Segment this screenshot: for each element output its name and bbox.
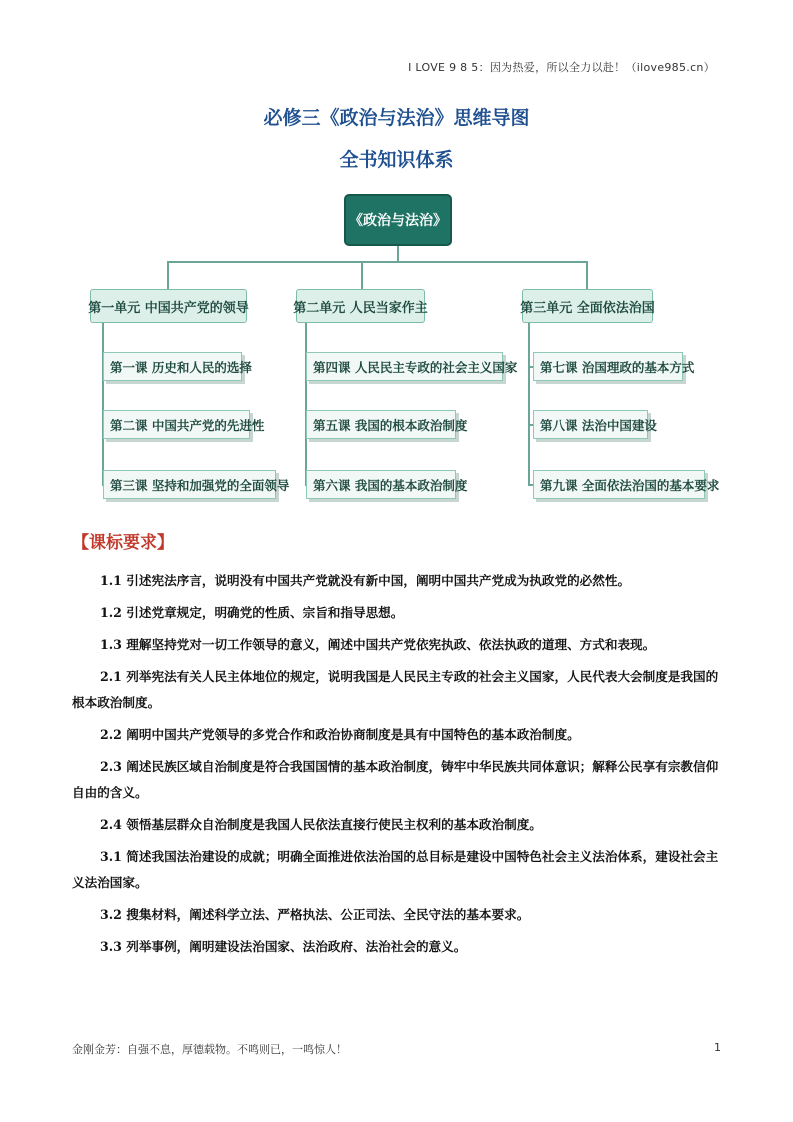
requirement-item: 2.3 阐述民族区域自治制度是符合我国国情的基本政治制度，铸牢中华民族共同体意识；解释公民享有宗教信仰自由的含义。 <box>72 759 719 800</box>
unit-1: 第一单元 中国共产党的领导 <box>90 289 247 323</box>
unit-2: 第二单元 人民当家作主 <box>296 289 425 323</box>
requirement-item: 3.1 简述我国法治建设的成就；明确全面推进依法治国的总目标是建设中国特色社会主义法治体系，建设社会主义法治国家。 <box>72 849 719 890</box>
lesson-1: 第一课 历史和人民的选择 <box>103 352 242 381</box>
connector-line <box>397 246 399 262</box>
requirement-item: 1.2 引述党章规定，明确党的性质、宗旨和指导思想。 <box>100 605 404 620</box>
footer-motto: 金刚金芳：自强不息，厚德载物。不鸣则已，一鸣惊人！ <box>72 1043 347 1056</box>
lesson-6: 第六课 我国的基本政治制度 <box>306 470 456 499</box>
unit-3: 第三单元 全面依法治国 <box>522 289 653 323</box>
connector-line <box>528 323 530 485</box>
lesson-9: 第九课 全面依法治国的基本要求 <box>533 470 705 499</box>
section-heading: 【课标要求】 <box>72 533 174 553</box>
lesson-8: 第八课 法治中国建设 <box>533 410 648 439</box>
requirement-item: 1.1 引述宪法序言，说明没有中国共产党就没有新中国，阐明中国共产党成为执政党的必然性。 <box>100 573 631 588</box>
lesson-4: 第四课 人民民主专政的社会主义国家 <box>306 352 503 381</box>
connector-line <box>586 261 588 289</box>
requirement-list <box>72 568 722 966</box>
page-title: 必修三《政治与法治》思维导图 <box>263 107 530 129</box>
connector-line <box>102 323 104 485</box>
connector-line <box>361 261 363 289</box>
lesson-5: 第五课 我国的根本政治制度 <box>306 410 456 439</box>
requirement-item: 2.4 领悟基层群众自治制度是我国人民依法直接行使民主权利的基本政治制度。 <box>100 817 542 832</box>
lesson-2: 第二课 中国共产党的先进性 <box>103 410 250 439</box>
requirement-item: 1.3 理解坚持党对一切工作领导的意义，阐述中国共产党依宪执政、依法执政的道理、方式和表现。 <box>100 637 656 652</box>
mind-map <box>0 0 793 520</box>
connector-line <box>305 323 307 485</box>
requirement-item: 3.2 搜集材料，阐述科学立法、严格执法、公正司法、全民守法的基本要求。 <box>100 907 530 922</box>
mindmap-root: 《政治与法治》 <box>344 194 452 246</box>
page-subtitle: 全书知识体系 <box>339 149 454 171</box>
requirement-item: 3.3 列举事例，阐明建设法治国家、法治政府、法治社会的意义。 <box>100 939 467 954</box>
header-note: I LOVE 9 8 5：因为热爱，所以全力以赴！（ilove985.cn） <box>408 61 715 74</box>
connector-line <box>167 261 169 289</box>
requirement-item: 2.1 列举宪法有关人民主体地位的规定，说明我国是人民民主专政的社会主义国家，人民代表大会制度是我国的根本政治制度。 <box>72 669 719 710</box>
lesson-3: 第三课 坚持和加强党的全面领导 <box>103 470 276 499</box>
page-number: 1 <box>714 1041 721 1054</box>
connector-line <box>167 261 587 263</box>
lesson-7: 第七课 治国理政的基本方式 <box>533 352 683 381</box>
requirement-item: 2.2 阐明中国共产党领导的多党合作和政治协商制度是具有中国特色的基本政治制度。 <box>100 727 580 742</box>
